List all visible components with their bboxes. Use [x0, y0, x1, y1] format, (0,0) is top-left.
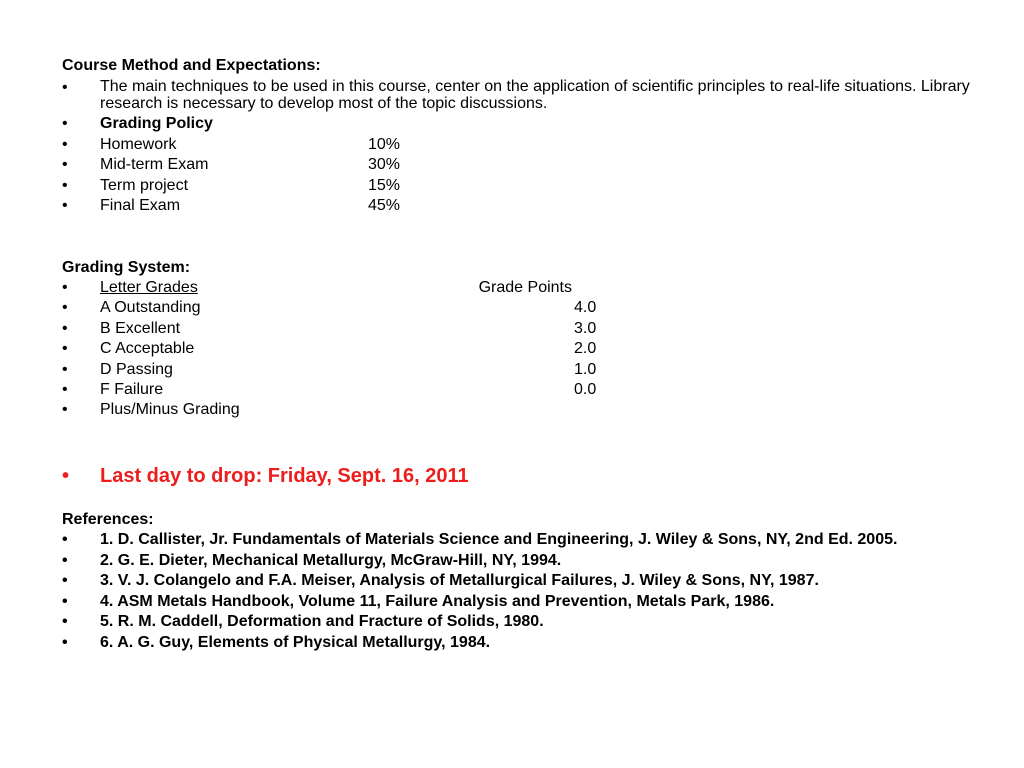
- policy-weight: 45%: [368, 197, 401, 214]
- bullet-icon: •: [62, 197, 68, 214]
- grade-points: 0.0: [574, 381, 597, 398]
- reference-text: 2. G. E. Dieter, Mechanical Metallurgy, McGraw-Hill, NY, 1994.: [100, 552, 562, 569]
- grade-points: 3.0: [574, 320, 597, 337]
- reference-text: 5. R. M. Caddell, Deformation and Fracture of Solids, 1980.: [100, 613, 544, 630]
- reference-text: 3. V. J. Colangelo and F.A. Meiser, Analysis of Metallurgical Failures, J. Wiley & Sons, NY, 1987.: [100, 572, 819, 589]
- reference-text: 6. A. G. Guy, Elements of Physical Metallurgy, 1984.: [100, 634, 491, 651]
- bullet-icon: •: [62, 401, 68, 418]
- grading-system-heading: Grading System:: [62, 259, 191, 276]
- intro-text: The main techniques to be used in this course, center on the application of scientific principles to real-life situations. Library research is necessary to develop most of the topic discussions.: [100, 78, 970, 112]
- grade-letter: A Outstanding: [100, 299, 201, 316]
- bullet-icon: •: [62, 572, 68, 589]
- bullet-icon: •: [62, 531, 68, 548]
- bullet-icon: •: [62, 593, 68, 610]
- grade-table-header-underline: [100, 278, 572, 298]
- policy-item: Term project: [100, 177, 189, 194]
- grade-letter: D Passing: [100, 361, 173, 378]
- reference-text: 1. D. Callister, Jr. Fundamentals of Materials Science and Engineering, J. Wiley & Sons, NY, 2nd Ed. 2005.: [100, 531, 898, 548]
- letter-grades-header: Letter Grades: [100, 279, 198, 296]
- bullet-icon: •: [62, 115, 68, 132]
- grading-policy-label: Grading Policy: [100, 115, 213, 132]
- reference-text: 4. ASM Metals Handbook, Volume 11, Failure Analysis and Prevention, Metals Park, 1986.: [100, 593, 775, 610]
- bullet-icon: •: [62, 320, 68, 337]
- grade-letter: B Excellent: [100, 320, 181, 337]
- bullet-icon: •: [62, 465, 70, 487]
- policy-weight: 30%: [368, 156, 401, 173]
- grade-points-header: Grade Points: [478, 279, 572, 296]
- bullet-icon: •: [62, 299, 68, 316]
- course-method-heading: Course Method and Expectations:: [62, 57, 321, 74]
- bullet-icon: •: [62, 177, 68, 194]
- policy-item: Final Exam: [100, 197, 181, 214]
- grade-letter: C Acceptable: [100, 340, 195, 357]
- policy-weight: 10%: [368, 136, 401, 153]
- bullet-icon: •: [62, 79, 68, 96]
- bullet-icon: •: [62, 340, 68, 357]
- bullet-icon: •: [62, 634, 68, 651]
- bullet-icon: •: [62, 279, 68, 296]
- policy-item: Homework: [100, 136, 177, 153]
- bullet-icon: •: [62, 361, 68, 378]
- grade-letter: F Failure: [100, 381, 164, 398]
- grade-points: 2.0: [574, 340, 597, 357]
- drop-deadline-text: Last day to drop: Friday, Sept. 16, 2011: [100, 465, 469, 487]
- policy-weight: 15%: [368, 177, 401, 194]
- bullet-icon: •: [62, 156, 68, 173]
- grade-points: 4.0: [574, 299, 597, 316]
- bullet-icon: •: [62, 613, 68, 630]
- plus-minus-text: Plus/Minus Grading: [100, 401, 240, 418]
- policy-item: Mid-term Exam: [100, 156, 209, 173]
- references-heading: References:: [62, 511, 154, 528]
- grade-points: 1.0: [574, 361, 597, 378]
- bullet-icon: •: [62, 381, 68, 398]
- bullet-icon: •: [62, 136, 68, 153]
- bullet-icon: •: [62, 552, 68, 569]
